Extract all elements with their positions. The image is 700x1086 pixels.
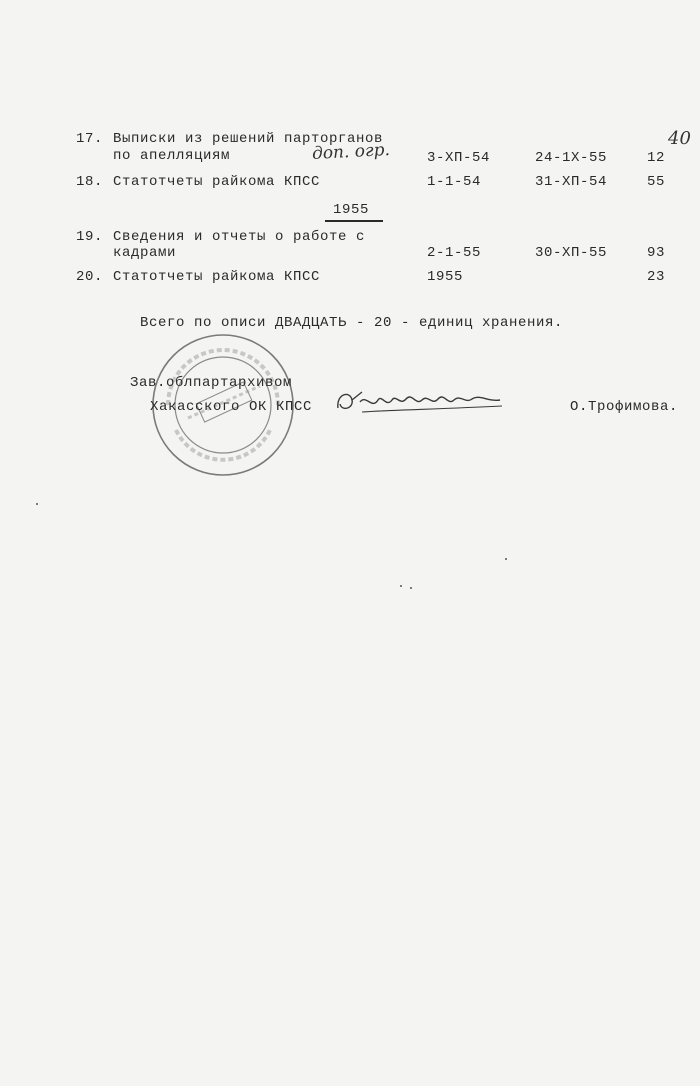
row-19-end-date: 30-ХП-55 [535,245,608,261]
signature-position-line1: Зав.облпартархивом [130,375,293,391]
row-20-start-date: 1955 [427,269,464,285]
year-heading: 1955 [333,202,370,218]
paper-speck [36,503,38,505]
handwritten-signature [332,384,507,420]
row-19-title-line2: кадрами [113,245,177,261]
row-17-start-date: 3-ХП-54 [427,150,491,166]
signature-position-line2: Хакасского ОК КПСС [150,399,313,415]
row-18-number: 18. [76,174,104,190]
row-19-start-date: 2-1-55 [427,245,482,261]
row-20-title: Статотчеты райкома КПСС [113,269,321,285]
row-17-handwritten-note: доп. огр. [311,139,391,165]
row-19-sheet-count: 93 [647,245,666,261]
row-20-number: 20. [76,269,104,285]
signatory-name: О.Трофимова. [570,399,679,415]
row-19-title-line1: Сведения и отчеты о работе с [113,229,366,245]
row-19-number: 19. [76,229,104,245]
row-20-sheet-count: 23 [647,269,666,285]
year-heading-underline [325,220,383,222]
row-17-end-date: 24-1Х-55 [535,150,608,166]
handwritten-page-number: 40 [668,128,691,149]
total-summary-line: Всего по описи ДВАДЦАТЬ - 20 - единиц хранения. [140,315,564,331]
row-17-sheet-count: 12 [647,150,666,166]
row-17-title-line2: по апелляциям [113,148,231,164]
paper-speck [505,558,507,560]
row-17-title-line1: Выписки из решений парторганов [113,131,384,147]
row-17-number: 17. [76,131,104,147]
row-18-sheet-count: 55 [647,174,666,190]
paper-speck [410,587,412,589]
paper-speck [400,585,402,587]
row-18-start-date: 1-1-54 [427,174,482,190]
row-18-end-date: 31-ХП-54 [535,174,608,190]
row-18-title: Статотчеты райкома КПСС [113,174,321,190]
